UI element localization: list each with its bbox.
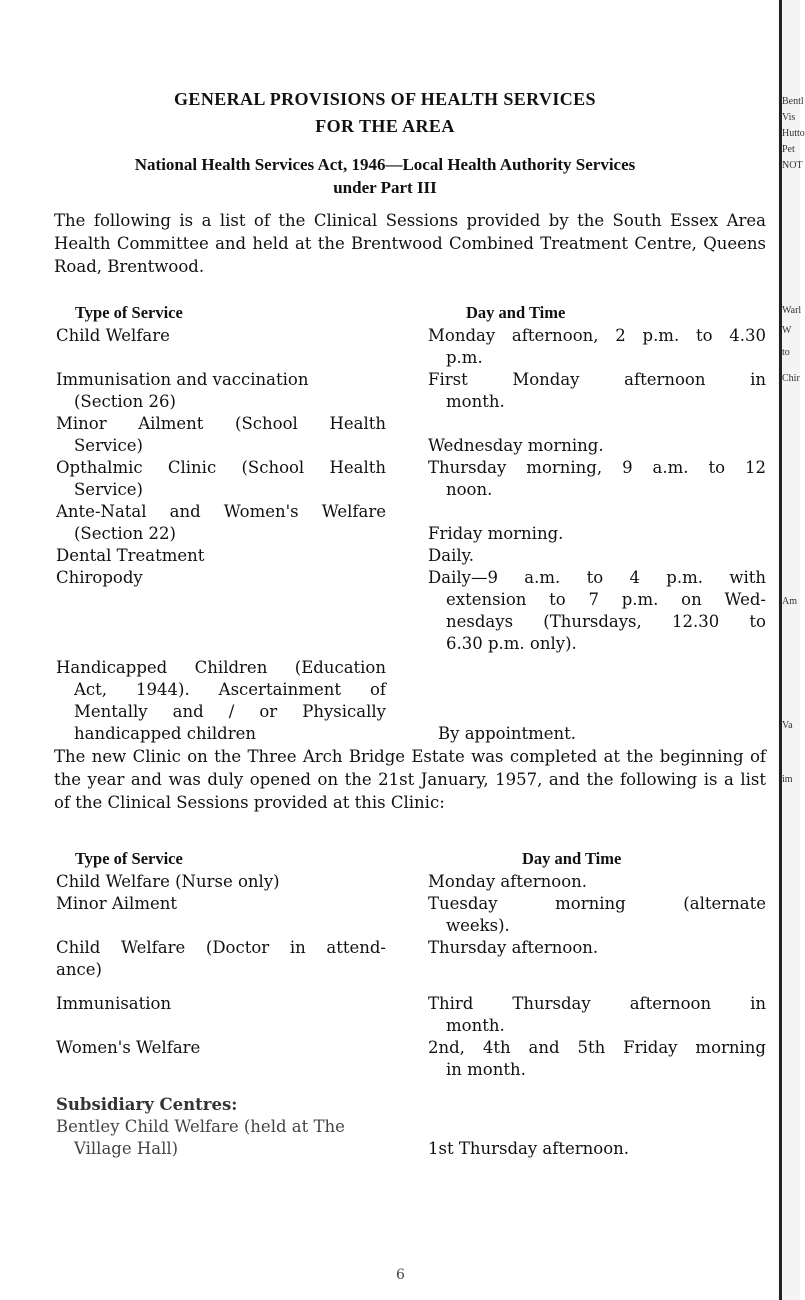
table1-header-time: Day and Time [466,303,566,322]
service-text-cont: (Section 22) [74,524,176,543]
service-text-cont: Mentally and / or Physically [74,702,386,721]
table2-service [56,1037,386,1059]
time-text-cont: noon. [446,480,493,499]
edge-fragment: W [782,325,792,336]
service-text: Women's Welfare [56,1038,201,1057]
page-number: 6 [396,1267,405,1283]
service-text: Opthalmic Clinic (School Health [56,458,386,477]
service-text: Dental Treatment [56,546,205,565]
service-text-cont: Service) [74,436,143,455]
time-text: Monday afternoon. [428,872,588,891]
table1-header-service: Type of Service [75,303,183,322]
time-text: Third Thursday afternoon in [428,994,766,1013]
time-text: Tuesday morning (alternate [428,894,766,913]
service-text-cont: (Section 26) [74,392,176,411]
edge-fragment: Warl [782,305,802,316]
table1-time [428,545,766,567]
time-text-cont: month. [446,392,505,411]
time-text: Wednesday morning. [428,436,604,455]
service-text: Child Welfare (Nurse only) [56,872,280,891]
service-text: Child Welfare (Doctor in attend- [56,938,386,957]
edge-fragment: to [782,347,790,358]
table1-service [56,325,386,347]
table2-time [428,1037,766,1081]
page-title-line-2: FOR THE AREA [315,116,455,136]
service-text: Immunisation and vaccination [56,370,309,389]
subtitle-line-2: under Part III [333,178,437,197]
time-text-cont: extension to 7 p.m. on Wed- [446,590,766,609]
edge-fragment: Am [782,596,797,607]
subsidiary-time [428,1138,766,1160]
edge-fragment: Vis [782,112,796,123]
table2-time [428,993,766,1037]
service-text-cont: ance) [56,960,102,979]
time-text: Friday morning. [428,524,564,543]
handicapped-time [438,723,776,745]
service-text: Child Welfare [56,326,170,345]
table2-header-time: Day and Time [522,849,622,868]
service-text: Minor Ailment [56,894,178,913]
time-text: Monday afternoon, 2 p.m. to 4.30 [428,326,766,345]
edge-fragment: im [782,774,793,785]
time-text: Thursday afternoon. [428,938,599,957]
handicapped-service [56,657,386,745]
time-text-cont: nesdays (Thursdays, 12.30 to [446,612,766,631]
table1-time [428,325,766,369]
service-text: Ante-Natal and Women's Welfare [56,502,386,521]
table1-service [56,545,386,567]
middle-paragraph: The new Clinic on the Three Arch Bridge Estate was completed at the beginning of the year and was duly opened on the 21st January, 1957, and the following is a list of the Clinical Sessions provided at this Clinic: [54,747,766,812]
time-text: First Monday afternoon in [428,370,766,389]
subtitle-line-1: National Health Services Act, 1946—Local Health Authority Services [134,155,636,174]
edge-fragment: Hutto [782,128,805,139]
time-text: 1st Thursday afternoon. [428,1139,630,1158]
subsidiary-heading: Subsidiary Centres: [56,1095,238,1114]
edge-fragment: Chir [782,373,800,384]
time-text-cont: month. [446,1016,505,1035]
time-text: 2nd, 4th and 5th Friday morning [428,1038,766,1057]
table2-header-service: Type of Service [75,849,183,868]
binding-edge-line [779,0,782,1300]
edge-fragment: NOT [782,160,803,171]
table1-service [56,457,386,501]
table1-service [56,369,386,413]
service-text: Chiropody [56,568,143,587]
table2-service [56,937,386,981]
intro-paragraph: The following is a list of the Clinical Sessions provided by the South Essex Area Health Committee and held at the Brentwood Combined Treatment Centre, Queens Road, Brentwood. [54,211,766,276]
table1-time [428,369,766,413]
edge-fragment: Va [782,720,793,731]
table1-time [428,567,766,655]
time-text-cont: 6.30 p.m. only). [446,634,577,653]
service-text: Immunisation [56,994,172,1013]
table1-time [428,435,766,457]
subsidiary-service [56,1116,416,1160]
service-text-cont: Service) [74,480,143,499]
service-text-cont: Village Hall) [74,1139,179,1158]
service-text: Handicapped Children (Education [56,658,386,677]
page-title-line-1: GENERAL PROVISIONS OF HEALTH SERVICES [174,89,596,109]
time-text-cont: weeks). [446,916,510,935]
service-text-cont: handicapped children [74,724,256,743]
edge-fragment: Bentl [782,96,804,107]
table1-service [56,413,386,457]
table1-time [428,523,766,545]
time-text: Daily. [428,546,474,565]
service-text: Minor Ailment (School Health [56,414,386,433]
time-text: By appointment. [438,724,577,743]
table2-service [56,993,386,1015]
time-text: Daily—9 a.m. to 4 p.m. with [428,568,766,587]
table2-service [56,893,386,915]
table1-service [56,501,386,545]
table2-time [428,871,766,893]
time-text: Thursday morning, 9 a.m. to 12 [428,458,766,477]
time-text-cont: in month. [446,1060,526,1079]
table2-service [56,871,386,893]
edge-fragment: Pet [782,144,795,155]
table1-service [56,567,386,589]
service-text: Bentley Child Welfare (held at The [56,1117,345,1136]
service-text-cont: Act, 1944). Ascertainment of [74,680,386,699]
table1-time [428,457,766,501]
table2-time [428,893,766,937]
time-text-cont: p.m. [446,348,483,367]
table2-time [428,937,766,959]
